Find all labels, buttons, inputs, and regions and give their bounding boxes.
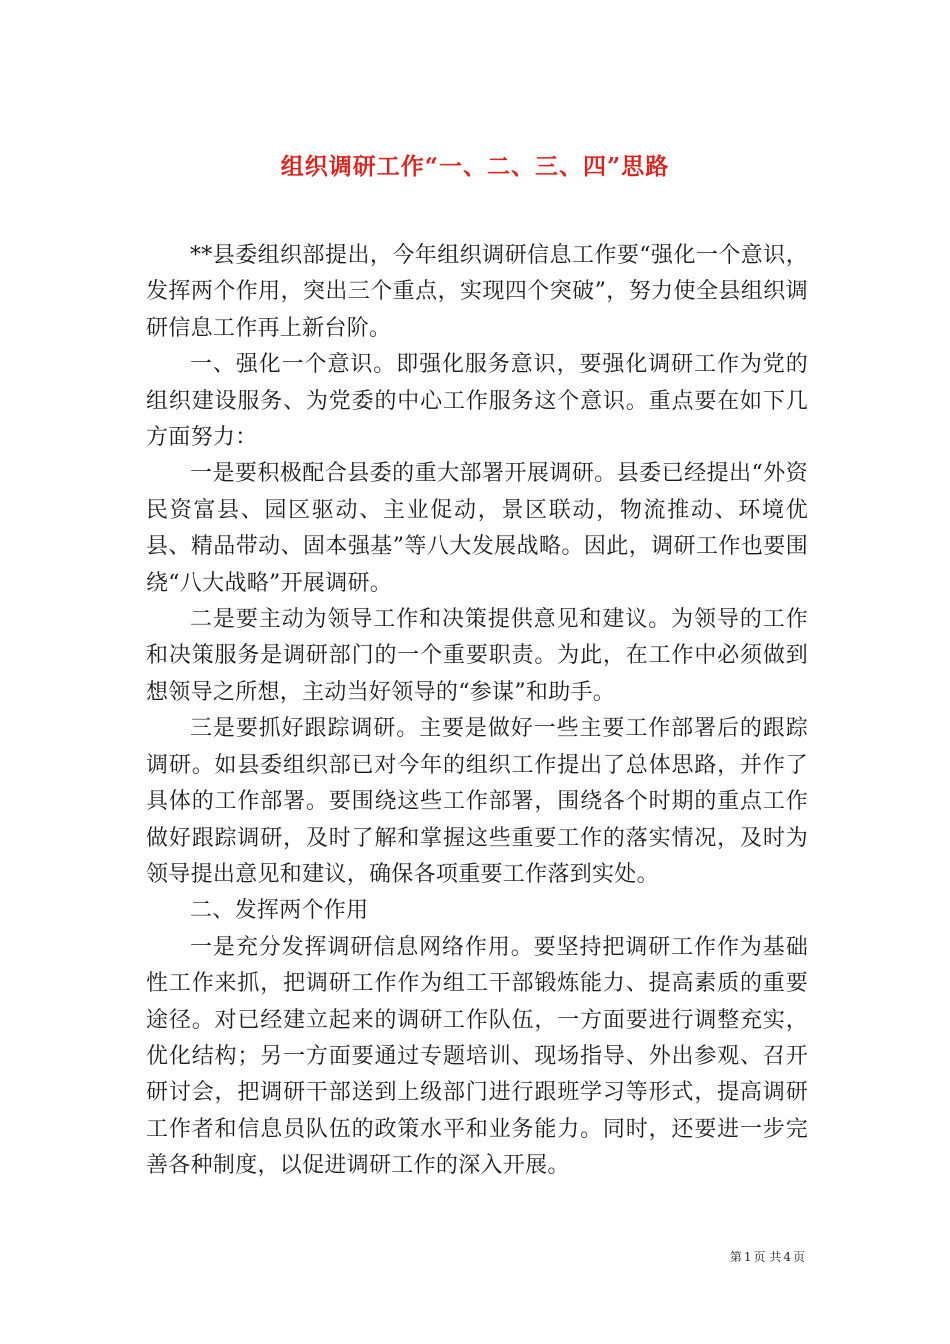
page-current: 1 [743,1250,752,1264]
section-two-heading: 二、发挥两个作用 [190,898,369,924]
point-one-paragraph: 一是要积极配合县委的重大部署开展调研。县委已经提出“外资民资富县、园区驱动、主业促动，景区联动，物流推动、环境优县、精品带动、固本强基”等八大发展战略。因此，调研工作也要围绕“八大战略”开展调研。 [146,461,808,596]
point-two-paragraph: 二是要主动为领导工作和决策提供意见和建议。为领导的工作和决策服务是调研部门的一个重要职责。为此，在工作中必须做到想领导之所想，主动当好领导的“参谋”和助手。 [146,607,808,705]
page-prefix: 第 [729,1250,742,1264]
page-middle: 页 共 [753,1250,782,1264]
section-two-point-one-paragraph: 一是充分发挥调研信息网络作用。要坚持把调研工作作为基础性工作来抓，把调研工作作为组工干部锻炼能力、提高素质的重要途径。对已经建立起来的调研工作队伍，一方面要进行调整充实，优化结构；另一方面要通过专题培训、现场指导、外出参观、召开研讨会，把调研干部送到上级部门进行跟班学习等形式，提高调研工作者和信息员队伍的政策水平和业务能力。同时，还要进一步完善各种制度，以促进调研工作的深入开展。 [146,934,808,1179]
point-three-paragraph: 三是要抓好跟踪调研。主要是做好一些主要工作部署后的跟踪调研。如县委组织部已对今年的组织工作提出了总体思路，并作了具体的工作部署。要围绕这些工作部署，围绕各个时期的重点工作做好跟踪调研，及时了解和掌握这些重要工作的落实情况，及时为领导提出意见和建议，确保各项重要工作落到实处。 [146,716,808,887]
intro-paragraph: **县委组织部提出，今年组织调研信息工作要“强化一个意识，发挥两个作用，突出三个重点，实现四个突破”，努力使全县组织调研信息工作再上新台阶。 [146,243,808,341]
page-title: 组织调研工作“一、二、三、四”思路 [280,153,670,181]
page-suffix: 页 [792,1250,805,1264]
section-one-heading-paragraph: 一、强化一个意识。即强化服务意识，要强化调研工作为党的组织建设服务、为党委的中心工作服务这个意识。重点要在如下几方面努力： [146,352,808,451]
page-total: 4 [783,1250,791,1264]
document-body [146,238,808,1185]
page-footer [729,1248,806,1265]
